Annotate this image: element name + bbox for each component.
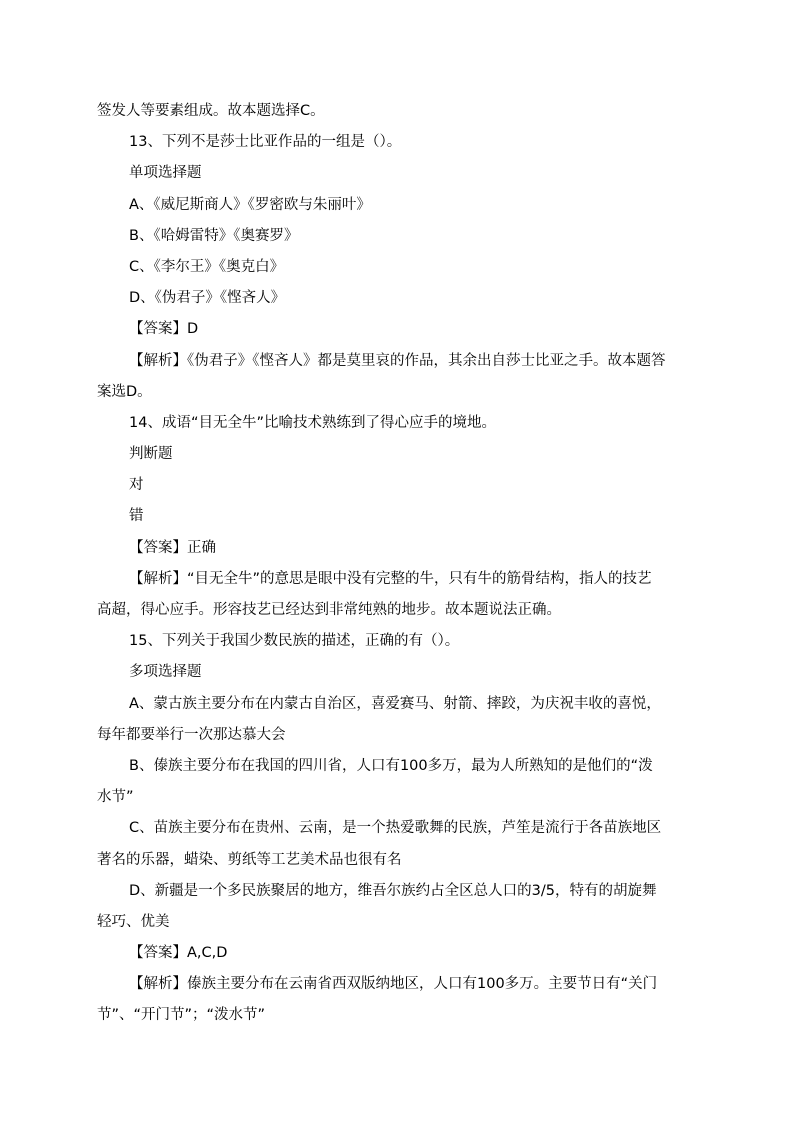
option-false: 错 [129, 508, 144, 525]
question-15 [97, 626, 707, 1031]
option-a: A、《威尼斯商人》《罗密欧与朱丽叶》 [129, 196, 371, 213]
option-d: D、《伪君子》《悭吝人》 [129, 290, 286, 307]
answer: 【答案】A,C,D [129, 945, 228, 962]
option-c: C、《李尔王》《奥克白》 [129, 258, 285, 275]
option-c-cont: 著名的乐器，蜡染、剪纸等工艺美术品也很有名 [97, 851, 402, 868]
option-c: C、苗族主要分布在贵州、云南，是一个热爱歌舞的民族，芦笙是流行于各苗族地区 [129, 820, 662, 837]
analysis-line: 【解析】傣族主要分布在云南省西双版纳地区，人口有100多万。主要节日有“关门 [129, 976, 658, 993]
option-a: A、蒙古族主要分布在内蒙古自治区，喜爱赛马、射箭、摔跤，为庆祝丰收的喜悦， [129, 695, 661, 712]
question-type: 多项选择题 [129, 664, 202, 681]
analysis-line: 高超，得心应手。形容技艺已经达到非常纯熟的地步。故本题说法正确。 [97, 602, 561, 618]
analysis-line: 节”、“开门节”；“泼水节” [97, 1007, 266, 1024]
analysis-line: 【解析】《伪君子》《悭吝人》都是莫里哀的作品，其余出自莎士比亚之手。故本题答 [129, 352, 666, 369]
option-true: 对 [129, 477, 144, 494]
answer: 【答案】正确 [129, 539, 216, 556]
option-b: B、《哈姆雷特》《奥赛罗》 [129, 227, 299, 244]
option-d: D、新疆是一个多民族聚居的地方，维吾尔族约占全区总人口的3/5，特有的胡旋舞 [129, 882, 657, 899]
question-text: 15、下列关于我国少数民族的描述，正确的有（）。 [129, 633, 460, 650]
question-type: 判断题 [129, 446, 173, 463]
option-a-cont: 每年都要举行一次那达慕大会 [97, 726, 286, 743]
analysis-line: 【解析】“目无全牛”的意思是眼中没有完整的牛，只有牛的筋骨结构，指人的技艺 [129, 570, 652, 587]
question-14 [97, 408, 707, 626]
option-b: B、傣族主要分布在我国的四川省，人口有100多万，最为人所熟知的是他们的“泼 [129, 757, 653, 774]
question-type: 单项选择题 [129, 165, 202, 182]
question-text: 14、成语“目无全牛”比喻技术熟练到了得心应手的境地。 [129, 414, 496, 431]
question-text: 13、下列不是莎士比亚作品的一组是（）。 [129, 134, 402, 151]
analysis-line: 案选D。 [97, 383, 152, 400]
question-13 [97, 127, 707, 408]
option-b-cont: 水节” [97, 789, 134, 806]
answer: 【答案】D [129, 321, 199, 338]
intro-continuation: 签发人等要素组成。故本题选择C。 [97, 103, 325, 119]
option-d-cont: 轻巧、优美 [97, 913, 170, 930]
document-page [97, 96, 707, 1032]
